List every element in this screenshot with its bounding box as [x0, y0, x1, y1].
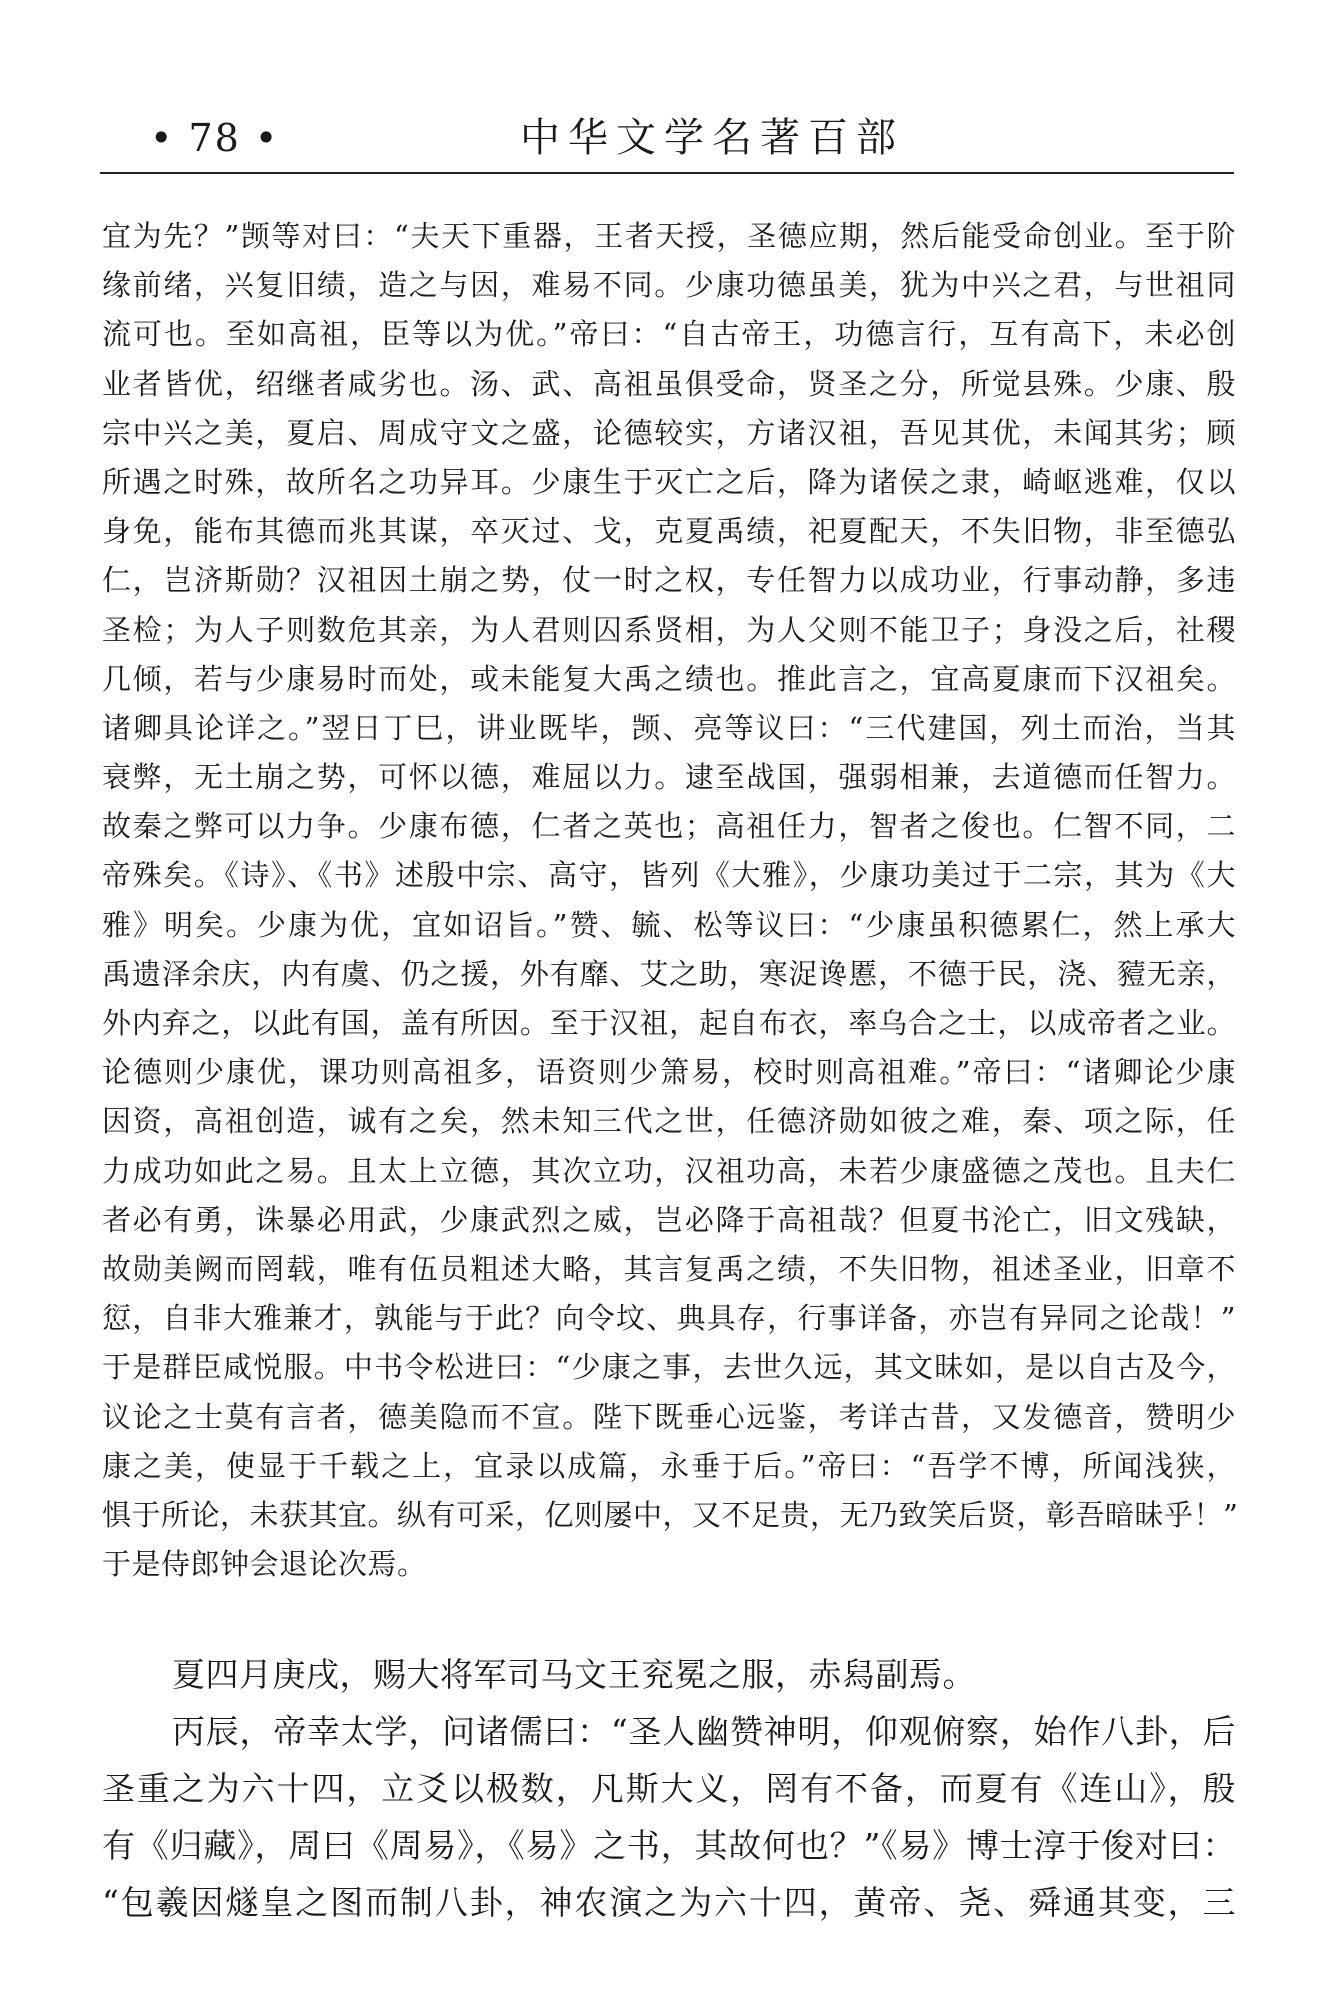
- text-line: 雅》明矣。少康为优，宜如诏旨。”赞、毓、松等议曰：“少康虽积德累仁，然上承大: [102, 907, 1236, 942]
- text-line: 仁，岂济斯勋？汉祖因土崩之势，仗一时之权，专任智力以成功业，行事动静，多违: [102, 563, 1236, 598]
- text-line: 外内弃之，以此有国，盖有所因。至于汉祖，起自布衣，率乌合之士，以成帝者之业。: [102, 1006, 1236, 1040]
- text-line: 论德则少康优，课功则高祖多，语资则少箫易，校时则高祖难。”帝曰：“诸卿论少康: [102, 1055, 1236, 1090]
- book-title: 中华文学名著百部: [520, 115, 904, 161]
- text-line: 因资，高祖创造，诚有之矣，然未知三代之世，任德济勋如彼之难，秦、项之际，任: [102, 1104, 1236, 1139]
- text-line: “包羲因燧皇之图而制八卦，神农演之为六十四，黄帝、尧、舜通其变，三: [102, 1883, 1236, 1922]
- text-line: 圣重之为六十四，立爻以极数，凡斯大义，罔有不备，而夏有《连山》，殷: [102, 1769, 1236, 1808]
- text-line: 圣检；为人子则数危其亲，为人君则囚系贤相，为人父则不能卫子；身没之后，社稷: [102, 612, 1236, 647]
- page-number: • 78 •: [150, 116, 280, 160]
- text-line: 业者皆优，绍继者咸劣也。汤、武、高祖虽俱受命，贤圣之分，所觉县殊。少康、殷: [102, 366, 1236, 401]
- text-line: 身免，能布其德而兆其谋，卒灭过、戈，克夏禹绩，祀夏配天，不失旧物，非至德弘: [102, 514, 1236, 549]
- text-line: 流可也。至如高祖，臣等以为优。”帝曰：“自古帝王，功德言行，互有高下，未必创: [102, 317, 1236, 352]
- text-line: 愆，自非大雅兼才，孰能与于此？向令坟、典具存，行事详备，亦岂有异同之论哉！”: [102, 1301, 1236, 1336]
- text-line: 者必有勇，诛暴必用武，少康武烈之威，岂必降于高祖哉？但夏书沦亡，旧文残缺，: [102, 1202, 1236, 1237]
- text-line: 几倾，若与少康易时而处，或未能复大禹之绩也。推此言之，宜高夏康而下汉祖矣。: [102, 661, 1236, 696]
- text-line: 力成功如此之易。且太上立德，其次立功，汉祖功高，未若少康盛德之茂也。且夫仁: [102, 1153, 1236, 1188]
- header-rule: [100, 172, 1234, 174]
- text-line: 帝殊矣。《诗》、《书》述殷中宗、高守，皆列《大雅》，少康功美过于二宗，其为《大: [102, 858, 1236, 893]
- text-line: 衰弊，无土崩之势，可怀以德，难屈以力。逮至战国，强弱相兼，去道德而任智力。: [102, 760, 1236, 795]
- text-line: 所遇之时殊，故所名之功异耳。少康生于灭亡之后，降为诸侯之隶，崎岖逃难，仅以: [102, 464, 1236, 499]
- text-line: 惧于所论，未获其宜。纵有可采，亿则屡中，又不足贵，无乃致笑后贤，彰吾暗昧乎！”: [102, 1497, 1239, 1532]
- text-line: 丙辰，帝幸太学，问诸儒曰：“圣人幽赞神明，仰观俯察，始作八卦，后: [172, 1712, 1236, 1751]
- text-line: 于是群臣咸悦服。中书令松进曰：“少康之事，去世久远，其文昧如，是以自古及今，: [102, 1350, 1236, 1385]
- text-line: 宜为先？”𫖮等对曰：“夫天下重器，王者天授，圣德应期，然后能受命创业。至于阶: [102, 219, 1236, 253]
- text-line: 缘前绪，兴复旧绩，造之与因，难易不同。少康功德虽美，犹为中兴之君，与世祖同: [102, 268, 1236, 303]
- text-line: 禹遗泽余庆，内有虞、仍之援，外有靡、艾之助，寒浞谗慝，不德于民，浇、豷无亲，: [102, 956, 1236, 991]
- passage-1: [102, 212, 1239, 1589]
- text-line: 宗中兴之美，夏启、周成守文之盛，论德较实，方诸汉祖，吾见其优，未闻其劣；顾: [102, 415, 1236, 450]
- passage-2: [102, 1646, 1236, 1931]
- text-line: 于是侍郎钟会退论次焉。: [102, 1547, 427, 1582]
- text-line: 故秦之弊可以力争。少康布德，仁者之英也；高祖任力，智者之俊也。仁智不同，二: [102, 809, 1236, 844]
- text-line: 夏四月庚戌，赐大将军司马文王兖冕之服，赤舄副焉。: [172, 1655, 976, 1694]
- text-line: 故勋美阙而罔载，唯有伍员粗述大略，其言复禹之绩，不失旧物，祖述圣业，旧章不: [102, 1251, 1236, 1286]
- text-line: 有《归藏》，周曰《周易》，《易》之书，其故何也？”《易》博士淳于俊对曰：: [102, 1826, 1236, 1865]
- text-line: 诸卿具论详之。”翌日丁巳，讲业既毕，𫖮、亮等议曰：“三代建国，列土而治，当其: [102, 710, 1236, 745]
- text-line: 康之美，使显于千载之上，宜录以成篇，永垂于后。”帝曰：“吾学不博，所闻浅狭，: [102, 1448, 1236, 1483]
- page-header: [100, 108, 1234, 170]
- text-line: 议论之士莫有言者，德美隐而不宣。陛下既垂心远鉴，考详古昔，又发德音，赞明少: [102, 1399, 1236, 1434]
